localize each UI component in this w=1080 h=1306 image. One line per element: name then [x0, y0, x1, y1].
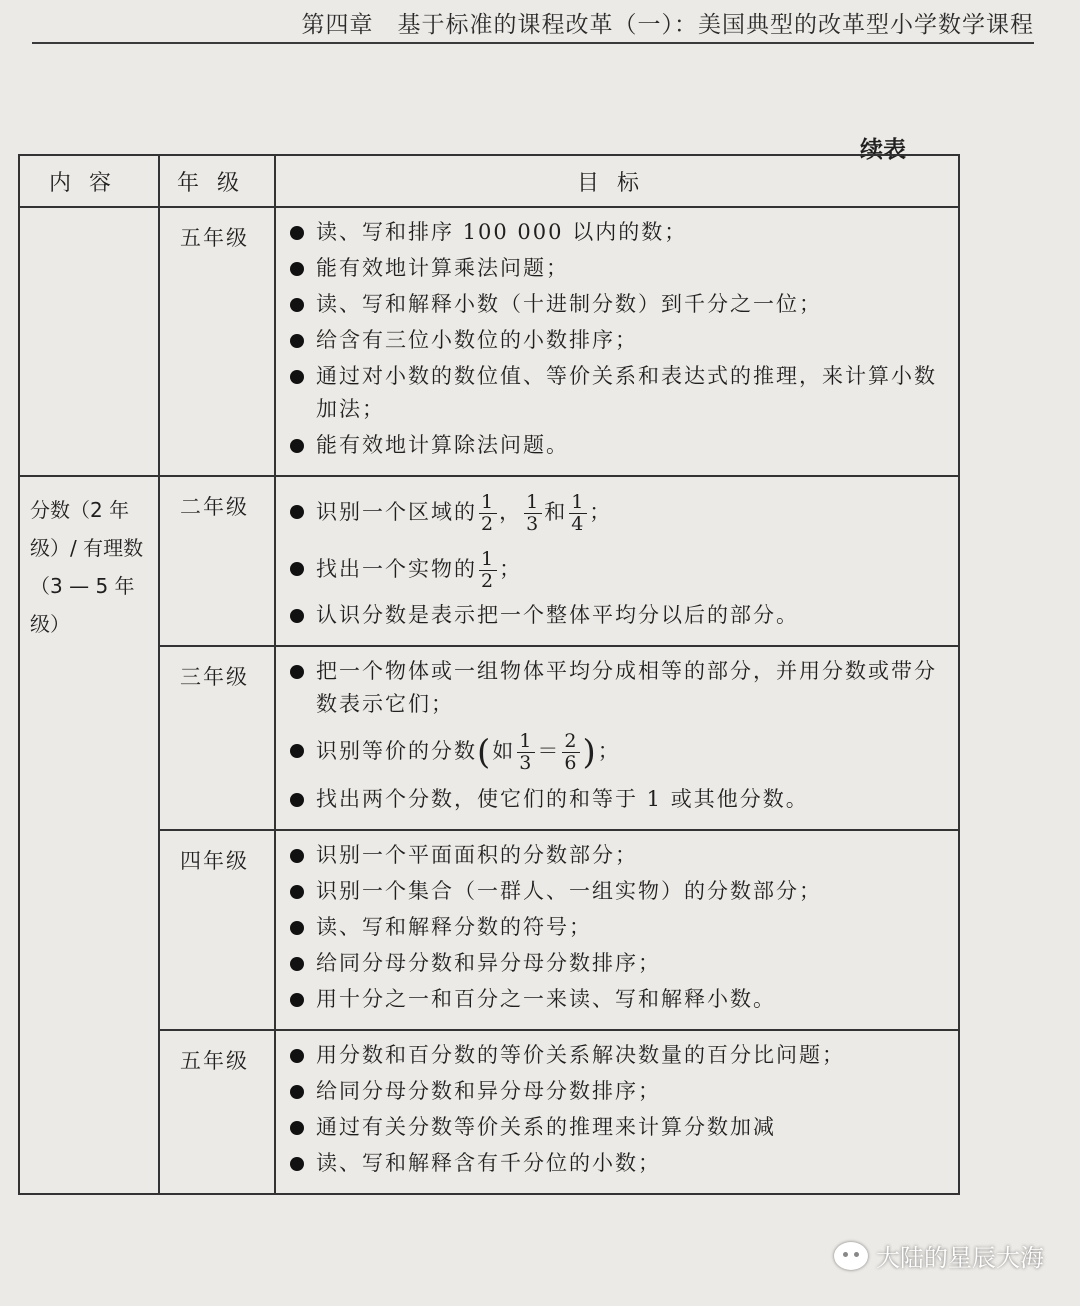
curriculum-table	[18, 154, 960, 1195]
goal-end: ；	[597, 739, 621, 763]
denominator: 3	[519, 752, 534, 774]
denominator: 2	[481, 513, 496, 535]
goal-text: 识别等价的分数	[316, 739, 477, 763]
goal-item: 读、写和解释分数的符号；	[290, 911, 948, 944]
table-row	[19, 830, 959, 1030]
grade-cell	[159, 207, 275, 476]
header-goal: 目标	[275, 155, 959, 207]
goal-item	[290, 724, 948, 780]
goal-list	[276, 647, 958, 829]
goal-cell	[275, 1030, 959, 1194]
fraction	[517, 731, 535, 774]
table-row	[19, 207, 959, 476]
numerator: 1	[481, 491, 496, 513]
goal-list	[276, 831, 958, 1029]
paren-close: )	[582, 732, 598, 773]
grade-label: 二年级	[180, 495, 249, 519]
content-label: 分数（2 年级）/ 有理数（3 — 5 年级）	[30, 498, 144, 636]
goal-list	[276, 208, 958, 475]
content-cell	[19, 476, 159, 1194]
watermark	[834, 1238, 1044, 1273]
denominator: 3	[526, 513, 541, 535]
grade-cell	[159, 830, 275, 1030]
grade-label: 四年级	[180, 848, 249, 873]
goal-cell	[275, 476, 959, 646]
grade-cell	[159, 1030, 275, 1194]
grade-cell	[159, 476, 275, 646]
numerator: 1	[481, 548, 496, 570]
goal-item: 读、写和解释含有千分位的小数；	[290, 1147, 948, 1180]
denominator: 4	[571, 513, 586, 535]
goal-cell	[275, 207, 959, 476]
header-rule	[32, 42, 1034, 44]
fraction	[524, 492, 542, 535]
goal-end: ；	[589, 500, 613, 524]
goal-item: 能有效地计算乘法问题；	[290, 252, 948, 285]
goal-item: 识别一个集合（一群人、一组实物）的分数部分；	[290, 875, 948, 908]
goal-item: 认识分数是表示把一个整体平均分以后的部分。	[290, 599, 948, 632]
goal-end: ；	[499, 557, 523, 581]
fraction	[479, 549, 497, 592]
table-row	[19, 646, 959, 830]
table-row	[19, 1030, 959, 1194]
denominator: 6	[564, 752, 579, 774]
goal-item: 给同分母分数和异分母分数排序；	[290, 947, 948, 980]
goal-item: 通过有关分数等价关系的推理来计算分数加减	[290, 1111, 948, 1144]
fraction	[479, 492, 497, 535]
fraction	[569, 492, 587, 535]
numerator: 1	[571, 491, 586, 513]
goal-cell	[275, 646, 959, 830]
running-head: 第四章 基于标准的课程改革（一）：美国典型的改革型小学数学课程	[301, 12, 1034, 38]
denominator: 2	[481, 570, 496, 592]
goal-item: 能有效地计算除法问题。	[290, 429, 948, 462]
table-header-row	[19, 155, 959, 207]
table-continued-label: 续表	[860, 137, 906, 163]
equals-sign: ＝	[537, 739, 561, 763]
goal-text: 找出一个实物的	[316, 557, 477, 581]
goal-item: 给同分母分数和异分母分数排序；	[290, 1075, 948, 1108]
fraction	[562, 731, 580, 774]
grade-label: 三年级	[180, 665, 249, 689]
watermark-text: 大陆的星辰大海	[876, 1244, 1044, 1272]
goal-item: 识别一个平面面积的分数部分；	[290, 839, 948, 872]
table-row	[19, 476, 959, 646]
goal-list	[276, 477, 958, 645]
content-cell-empty	[19, 207, 159, 476]
goal-item: 读、写和解释小数（十进制分数）到千分之一位；	[290, 288, 948, 321]
grade-label: 五年级	[180, 1048, 249, 1073]
goal-text: 识别一个区域的	[316, 500, 477, 524]
goal-item: 用分数和百分数的等价关系解决数量的百分比问题；	[290, 1039, 948, 1072]
goal-item: 通过对小数的数位值、等价关系和表达式的推理，来计算小数加法；	[290, 360, 948, 426]
header-grade: 年级	[159, 155, 275, 207]
conjunction: 和	[544, 500, 568, 524]
wechat-icon	[834, 1242, 868, 1270]
goal-list	[276, 1031, 958, 1193]
goal-item: 用十分之一和百分之一来读、写和解释小数。	[290, 983, 948, 1016]
goal-item	[290, 542, 948, 596]
goal-item	[290, 485, 948, 539]
goal-item: 找出两个分数，使它们的和等于 1 或其他分数。	[290, 783, 948, 816]
header-content: 内容	[19, 155, 159, 207]
separator: ，	[499, 500, 523, 524]
grade-label: 五年级	[180, 226, 249, 250]
goal-item: 把一个物体或一组物体平均分成相等的部分，并用分数或带分数表示它们；	[290, 655, 948, 721]
goal-item: 读、写和排序 100 000 以内的数；	[290, 216, 948, 249]
example-label: 如	[492, 739, 516, 763]
grade-cell	[159, 646, 275, 830]
goal-item: 给含有三位小数位的小数排序；	[290, 324, 948, 357]
numerator: 1	[526, 491, 541, 513]
numerator: 2	[564, 730, 579, 752]
goal-cell	[275, 830, 959, 1030]
numerator: 1	[519, 730, 534, 752]
paren-open: (	[477, 732, 493, 773]
